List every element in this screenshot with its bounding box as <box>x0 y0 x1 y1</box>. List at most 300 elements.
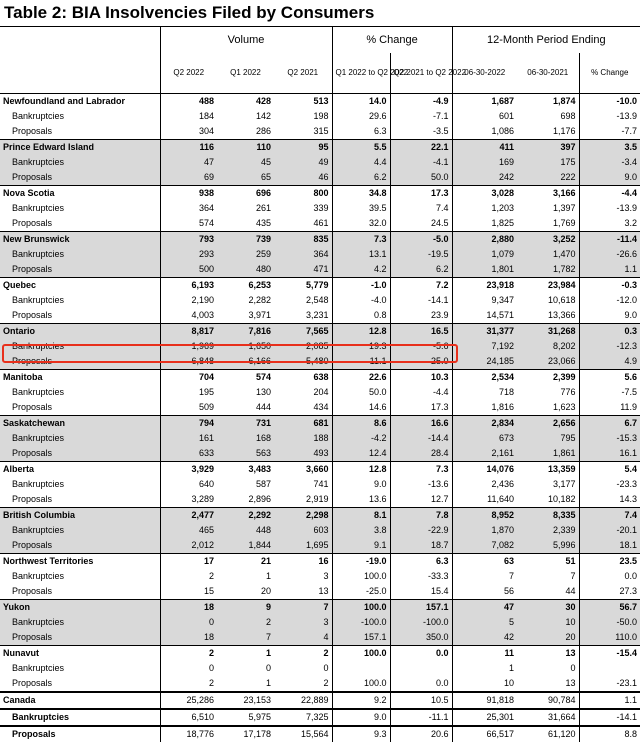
table-cell: 2,282 <box>217 293 274 308</box>
table-cell: 5,975 <box>217 709 274 726</box>
table-cell: 7.4 <box>390 201 452 216</box>
table-cell: -23.3 <box>579 477 640 492</box>
table-cell: 25,301 <box>452 709 517 726</box>
table-cell: 3,166 <box>517 186 579 202</box>
table-cell: -13.6 <box>390 477 452 492</box>
table-cell: -5.6 <box>390 339 452 354</box>
col-header: 06-30-2021 <box>517 53 579 94</box>
col-header: 06-30-2022 <box>452 53 517 94</box>
col-header: Q2 2022 <box>160 53 217 94</box>
table-cell: 444 <box>217 400 274 416</box>
table-cell: 4 <box>274 630 332 646</box>
table-cell: 31,377 <box>452 324 517 340</box>
table-cell: 5,779 <box>274 278 332 294</box>
table-cell: 2,896 <box>217 492 274 508</box>
table-cell: 18.1 <box>579 538 640 554</box>
table-cell: 1,769 <box>517 216 579 232</box>
table-row-region <box>0 600 640 616</box>
table-cell: -20.1 <box>579 523 640 538</box>
table-cell: 7,816 <box>217 324 274 340</box>
table-cell: 8,202 <box>517 339 579 354</box>
table-cell: 5,996 <box>517 538 579 554</box>
table-cell: 8,335 <box>517 508 579 524</box>
table-row-sub <box>0 400 640 416</box>
table-cell: 9,347 <box>452 293 517 308</box>
table-cell: 1,969 <box>160 339 217 354</box>
table-cell: 1,079 <box>452 247 517 262</box>
row-label: Saskatchewan <box>0 416 160 432</box>
table-cell: -4.4 <box>390 385 452 400</box>
table-cell: 42 <box>452 630 517 646</box>
row-label: Proposals <box>0 446 160 462</box>
table-cell: 7,565 <box>274 324 332 340</box>
table-cell: 21 <box>217 554 274 570</box>
table-cell: 793 <box>160 232 217 248</box>
table-cell: 14.0 <box>332 94 390 110</box>
table-row-sub <box>0 661 640 676</box>
table-cell: 31,268 <box>517 324 579 340</box>
table-body <box>0 94 640 742</box>
table-cell: 2,880 <box>452 232 517 248</box>
table-row-sub <box>0 247 640 262</box>
row-label: Manitoba <box>0 370 160 386</box>
table-cell: 7.3 <box>332 232 390 248</box>
table-cell: 11.1 <box>332 354 390 370</box>
table-cell: 13.6 <box>332 492 390 508</box>
row-label: Proposals <box>0 262 160 278</box>
table-cell: 130 <box>217 385 274 400</box>
table-cell: 587 <box>217 477 274 492</box>
table-cell: 175 <box>517 155 579 170</box>
table-cell: 39.5 <box>332 201 390 216</box>
table-cell: 14.6 <box>332 400 390 416</box>
table-cell: 23,984 <box>517 278 579 294</box>
insolvency-table <box>0 26 640 742</box>
table-cell: -4.9 <box>390 94 452 110</box>
table-cell: 574 <box>160 216 217 232</box>
table-cell: -19.0 <box>332 554 390 570</box>
table-cell: -11.4 <box>579 232 640 248</box>
table-cell: 46 <box>274 170 332 186</box>
row-label: Bankruptcies <box>0 431 160 446</box>
table-cell: 3,660 <box>274 462 332 478</box>
table-cell: 6,510 <box>160 709 217 726</box>
table-cell: 795 <box>517 431 579 446</box>
table-cell: 500 <box>160 262 217 278</box>
table-cell: 0 <box>217 661 274 676</box>
table-cell: 0.3 <box>579 324 640 340</box>
table-row-sub <box>0 676 640 692</box>
row-label: Proposals <box>0 216 160 232</box>
table-row-sub <box>0 709 640 726</box>
table-cell: 18,776 <box>160 726 217 742</box>
table-cell: 25.0 <box>390 354 452 370</box>
header-empty <box>0 53 160 94</box>
table-cell: 3,483 <box>217 462 274 478</box>
table-cell: 293 <box>160 247 217 262</box>
row-label: Newfoundland and Labrador <box>0 94 160 110</box>
table-cell: 16.6 <box>390 416 452 432</box>
table-cell: -7.5 <box>579 385 640 400</box>
table-cell: 2,298 <box>274 508 332 524</box>
table-cell: 397 <box>517 140 579 156</box>
table-cell: 448 <box>217 523 274 538</box>
table-cell: 2,339 <box>517 523 579 538</box>
row-label: Nova Scotia <box>0 186 160 202</box>
table-container <box>0 26 640 742</box>
table-cell: 350.0 <box>390 630 452 646</box>
table-cell: 110.0 <box>579 630 640 646</box>
table-cell: 3.8 <box>332 523 390 538</box>
table-row-sub <box>0 109 640 124</box>
table-cell: -14.1 <box>390 293 452 308</box>
table-cell: 15,564 <box>274 726 332 742</box>
table-cell: 1,086 <box>452 124 517 140</box>
table-cell: 12.8 <box>332 462 390 478</box>
table-cell: 28.4 <box>390 446 452 462</box>
table-cell: 2 <box>217 615 274 630</box>
table-cell: 50.0 <box>390 170 452 186</box>
table-cell: -13.9 <box>579 109 640 124</box>
table-cell: 242 <box>452 170 517 186</box>
table-cell: 22,889 <box>274 692 332 709</box>
row-label: Proposals <box>0 170 160 186</box>
col-header: Q1 2022 to Q2 2022 <box>332 53 390 94</box>
table-cell: 1,825 <box>452 216 517 232</box>
table-cell: 7 <box>217 630 274 646</box>
row-label: Bankruptcies <box>0 293 160 308</box>
table-cell: 1,782 <box>517 262 579 278</box>
table-cell: 7 <box>274 600 332 616</box>
col-header: Q2 2021 to Q2 2022 <box>390 53 452 94</box>
table-cell: 20 <box>517 630 579 646</box>
table-cell: 5.6 <box>579 370 640 386</box>
row-label: Ontario <box>0 324 160 340</box>
table-cell: -100.0 <box>390 615 452 630</box>
table-cell: -100.0 <box>332 615 390 630</box>
table-cell: 24.5 <box>390 216 452 232</box>
row-label: Bankruptcies <box>0 569 160 584</box>
table-cell: 1 <box>217 646 274 662</box>
table-cell: -0.3 <box>579 278 640 294</box>
table-cell: 681 <box>274 416 332 432</box>
table-cell: 696 <box>217 186 274 202</box>
table-cell: 6.3 <box>390 554 452 570</box>
table-cell: 13,366 <box>517 308 579 324</box>
table-cell: 1,203 <box>452 201 517 216</box>
table-cell: 3 <box>274 569 332 584</box>
table-row-sub <box>0 492 640 508</box>
row-label: Proposals <box>0 630 160 646</box>
table-cell: 4.9 <box>579 354 640 370</box>
table-row-sub <box>0 124 640 140</box>
table-cell: 7.4 <box>579 508 640 524</box>
row-label: Bankruptcies <box>0 201 160 216</box>
table-cell: 61,120 <box>517 726 579 742</box>
table-cell: -19.5 <box>390 247 452 262</box>
table-cell: 2 <box>160 569 217 584</box>
table-cell: 20 <box>217 584 274 600</box>
table-cell: 2 <box>274 646 332 662</box>
table-cell: 11.9 <box>579 400 640 416</box>
table-cell: 14,076 <box>452 462 517 478</box>
row-label: Bankruptcies <box>0 247 160 262</box>
table-cell: 339 <box>274 201 332 216</box>
table-row-region <box>0 370 640 386</box>
table-cell: 47 <box>452 600 517 616</box>
table-cell: 6,193 <box>160 278 217 294</box>
table-cell: 8,817 <box>160 324 217 340</box>
table-cell: 2,834 <box>452 416 517 432</box>
table-cell: -4.0 <box>332 293 390 308</box>
table-cell: 428 <box>217 94 274 110</box>
table-cell: 794 <box>160 416 217 432</box>
table-cell: 17.3 <box>390 400 452 416</box>
table-cell: 2,161 <box>452 446 517 462</box>
table-row-region <box>0 324 640 340</box>
table-cell: 51 <box>517 554 579 570</box>
table-cell: 2,919 <box>274 492 332 508</box>
table-cell: 835 <box>274 232 332 248</box>
table-cell: 0 <box>160 661 217 676</box>
row-label: Quebec <box>0 278 160 294</box>
table-cell: -10.0 <box>579 94 640 110</box>
table-cell: 116 <box>160 140 217 156</box>
table-cell: -12.0 <box>579 293 640 308</box>
table-cell: 259 <box>217 247 274 262</box>
table-cell: 603 <box>274 523 332 538</box>
table-cell: 16.1 <box>579 446 640 462</box>
table-cell: 1 <box>452 661 517 676</box>
table-cell: 800 <box>274 186 332 202</box>
table-cell: 704 <box>160 370 217 386</box>
table-cell: 1 <box>217 676 274 692</box>
table-cell: 47 <box>160 155 217 170</box>
table-cell: 10 <box>517 615 579 630</box>
table-cell: 7,325 <box>274 709 332 726</box>
table-cell: 315 <box>274 124 332 140</box>
table-cell <box>390 661 452 676</box>
col-header: Q1 2022 <box>217 53 274 94</box>
table-cell: 1,470 <box>517 247 579 262</box>
table-cell: -3.4 <box>579 155 640 170</box>
table-row-sub <box>0 385 640 400</box>
table-cell: 23,918 <box>452 278 517 294</box>
table-cell: 488 <box>160 94 217 110</box>
table-cell: 739 <box>217 232 274 248</box>
table-cell: 640 <box>160 477 217 492</box>
table-cell: 7.3 <box>390 462 452 478</box>
table-cell: 4.2 <box>332 262 390 278</box>
table-row-region <box>0 416 640 432</box>
table-cell: 1,623 <box>517 400 579 416</box>
table-cell: 222 <box>517 170 579 186</box>
table-cell: 157.1 <box>390 600 452 616</box>
table-cell: 6.2 <box>332 170 390 186</box>
table-cell: 9.0 <box>332 477 390 492</box>
table-cell: 4.4 <box>332 155 390 170</box>
table-cell: 465 <box>160 523 217 538</box>
table-row-sub <box>0 584 640 600</box>
table-cell: 198 <box>274 109 332 124</box>
row-label: Proposals <box>0 676 160 692</box>
table-cell: -25.0 <box>332 584 390 600</box>
table-cell: 91,818 <box>452 692 517 709</box>
table-cell: 63 <box>452 554 517 570</box>
row-label: Bankruptcies <box>0 709 160 726</box>
table-cell: 9.3 <box>332 726 390 742</box>
table-cell: 65 <box>217 170 274 186</box>
table-cell: 110 <box>217 140 274 156</box>
table-cell: 776 <box>517 385 579 400</box>
table-row-sub <box>0 339 640 354</box>
table-cell: 2 <box>160 676 217 692</box>
table-cell: -50.0 <box>579 615 640 630</box>
table-cell: 261 <box>217 201 274 216</box>
table-cell: 0 <box>517 661 579 676</box>
table-cell: 7,192 <box>452 339 517 354</box>
table-cell: 16 <box>274 554 332 570</box>
table-row-sub <box>0 538 640 554</box>
table-cell: 1,801 <box>452 262 517 278</box>
table-row-sub <box>0 293 640 308</box>
table-row-sub <box>0 726 640 742</box>
table-cell: 0.8 <box>332 308 390 324</box>
table-cell: 17.3 <box>390 186 452 202</box>
table-cell: 741 <box>274 477 332 492</box>
table-cell: 25,286 <box>160 692 217 709</box>
table-cell: 2,085 <box>274 339 332 354</box>
table-cell: 0.0 <box>390 646 452 662</box>
table-cell: 13,359 <box>517 462 579 478</box>
table-cell: 3.2 <box>579 216 640 232</box>
table-cell: 563 <box>217 446 274 462</box>
table-cell: 6,166 <box>217 354 274 370</box>
table-cell: 480 <box>217 262 274 278</box>
table-row-region <box>0 140 640 156</box>
row-label: Proposals <box>0 584 160 600</box>
table-cell: 2,548 <box>274 293 332 308</box>
header-percent-change: % Change <box>332 27 452 54</box>
table-cell: 698 <box>517 109 579 124</box>
row-label: British Columbia <box>0 508 160 524</box>
table-cell: 32.0 <box>332 216 390 232</box>
row-label: Bankruptcies <box>0 155 160 170</box>
table-cell: 6.7 <box>579 416 640 432</box>
table-cell: 157.1 <box>332 630 390 646</box>
row-label: Bankruptcies <box>0 109 160 124</box>
table-cell: 938 <box>160 186 217 202</box>
row-label: Proposals <box>0 354 160 370</box>
table-row-sub <box>0 615 640 630</box>
table-cell: 18 <box>160 600 217 616</box>
table-cell: 161 <box>160 431 217 446</box>
table-row-sub <box>0 523 640 538</box>
table-cell: 168 <box>217 431 274 446</box>
table-cell: 34.8 <box>332 186 390 202</box>
table-cell: 204 <box>274 385 332 400</box>
page-title: Table 2: BIA Insolvencies Filed by Consumers <box>0 0 640 26</box>
table-cell: 3,289 <box>160 492 217 508</box>
table-cell: 31,664 <box>517 709 579 726</box>
table-cell: 100.0 <box>332 646 390 662</box>
table-cell: 12.7 <box>390 492 452 508</box>
table-cell: 18 <box>160 630 217 646</box>
table-cell: 3.5 <box>579 140 640 156</box>
table-row-region <box>0 646 640 662</box>
table-cell: 7.8 <box>390 508 452 524</box>
table-cell: -4.4 <box>579 186 640 202</box>
table-cell: 142 <box>217 109 274 124</box>
table-cell: 3,028 <box>452 186 517 202</box>
table-cell: -3.5 <box>390 124 452 140</box>
table-cell: -1.0 <box>332 278 390 294</box>
table-cell: 20.6 <box>390 726 452 742</box>
table-cell: 1,176 <box>517 124 579 140</box>
table-cell: 100.0 <box>332 569 390 584</box>
table-cell: 90,784 <box>517 692 579 709</box>
table-cell: 10 <box>452 676 517 692</box>
table-cell: 12.8 <box>332 324 390 340</box>
table-row-region <box>0 508 640 524</box>
table-cell: 638 <box>274 370 332 386</box>
table-cell: 471 <box>274 262 332 278</box>
row-label: Alberta <box>0 462 160 478</box>
table-row-sub <box>0 170 640 186</box>
table-cell: 9.0 <box>332 709 390 726</box>
table-cell: 435 <box>217 216 274 232</box>
table-cell: 7.2 <box>390 278 452 294</box>
table-cell: 364 <box>274 247 332 262</box>
table-cell: 17,178 <box>217 726 274 742</box>
table-cell: 1,816 <box>452 400 517 416</box>
table-cell: 5.4 <box>579 462 640 478</box>
table-cell: 12.4 <box>332 446 390 462</box>
table-cell: 10.5 <box>390 692 452 709</box>
table-cell: 3,231 <box>274 308 332 324</box>
table-cell: 9.2 <box>332 692 390 709</box>
table-cell: 2,477 <box>160 508 217 524</box>
table-cell: 22.1 <box>390 140 452 156</box>
table-cell: 574 <box>217 370 274 386</box>
table-cell: 286 <box>217 124 274 140</box>
table-cell: 15.4 <box>390 584 452 600</box>
table-cell: 23,066 <box>517 354 579 370</box>
table-cell: 10,182 <box>517 492 579 508</box>
table-cell: 169 <box>452 155 517 170</box>
table-row-region <box>0 94 640 110</box>
table-cell: 2,436 <box>452 477 517 492</box>
table-cell: 69 <box>160 170 217 186</box>
table-cell: 601 <box>452 109 517 124</box>
row-label: Proposals <box>0 308 160 324</box>
header-12-month: 12-Month Period Ending <box>452 27 640 54</box>
table-cell: 23.5 <box>579 554 640 570</box>
table-cell: 1.1 <box>579 692 640 709</box>
table-cell: 56 <box>452 584 517 600</box>
table-cell: 411 <box>452 140 517 156</box>
table-cell: 2,534 <box>452 370 517 386</box>
table-cell: -14.4 <box>390 431 452 446</box>
table-cell: 1,397 <box>517 201 579 216</box>
table-row-sub <box>0 569 640 584</box>
table-cell: 11 <box>452 646 517 662</box>
table-cell: -15.4 <box>579 646 640 662</box>
table-cell: 8.6 <box>332 416 390 432</box>
header-volume: Volume <box>160 27 332 54</box>
table-cell: -15.3 <box>579 431 640 446</box>
table-cell: 44 <box>517 584 579 600</box>
